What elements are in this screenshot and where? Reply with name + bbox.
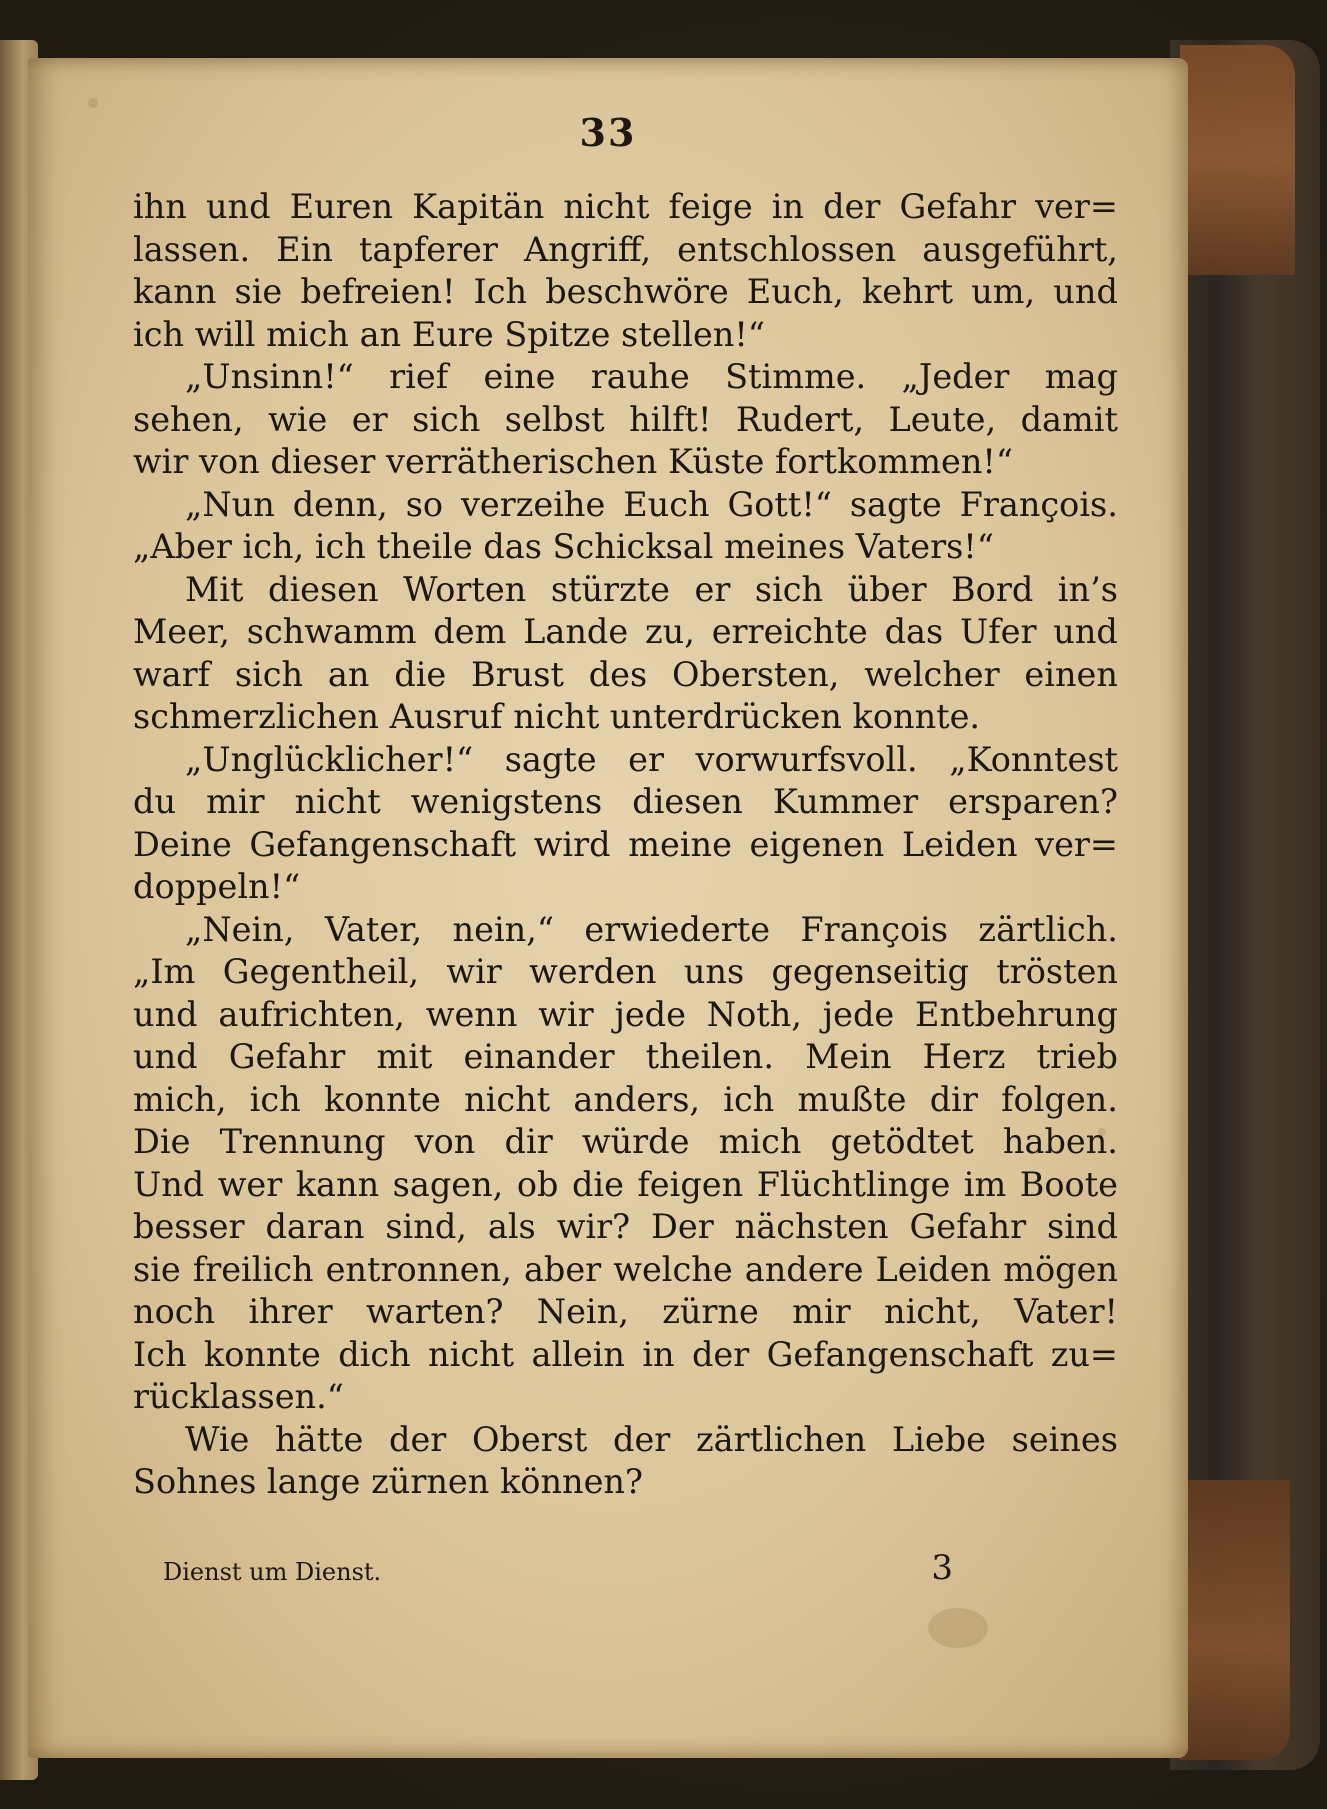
word: ihn [133,187,187,226]
text-line [133,356,1118,399]
word: einen [1024,654,1118,694]
word: von [414,1122,476,1161]
word: würde [581,1122,690,1161]
word: nicht [428,1334,515,1374]
word: im [963,1164,1007,1204]
word: „Nun [185,484,275,524]
word: nicht [464,1079,551,1119]
word: entronnen, [325,1249,512,1289]
word: und [133,994,198,1034]
word: und [1053,272,1118,311]
word: welche [613,1249,733,1289]
word: Leiden [901,824,1018,864]
word: Bord [951,569,1034,609]
word: ersparen? [948,782,1118,821]
word: dem [433,612,507,651]
word: Und [133,1164,205,1204]
word: wer [217,1164,283,1204]
word: dir [929,1079,978,1119]
word: nächsten [734,1207,889,1246]
word: Noth, [706,994,802,1034]
word: „Unsinn!“ [185,357,354,396]
word: Mit [185,569,244,609]
word: Trennung [219,1122,386,1161]
word: zürne [662,1292,759,1331]
line-text: doppeln!“ [133,867,301,906]
line-text: rücklassen.“ [133,1377,344,1416]
word: welcher [864,654,1000,694]
word: Angriff, [523,229,652,269]
word: „Konntest [949,739,1118,779]
word: Vater! [1014,1292,1118,1331]
word: besser [133,1207,245,1246]
word: und [1053,612,1118,651]
text-line [133,1291,1118,1334]
word: Boote [1019,1164,1118,1204]
text-line [133,1036,1118,1079]
word: zärtlichen [695,1419,867,1459]
line-text: Sohnes lange zürnen können? [133,1462,643,1501]
paper-stain [88,98,98,108]
word: ich [723,1079,775,1119]
word: Lande [523,612,629,651]
word: nicht [294,782,381,821]
word: kehrt [861,272,954,311]
word: an [327,654,370,694]
word: Meer, [133,612,230,651]
text-line [133,696,1118,739]
word: er [351,399,388,439]
word: mögen [1003,1249,1118,1289]
word: tapferer [358,229,498,269]
word: hätte [275,1419,364,1459]
text-line [133,1334,1118,1377]
line-text: „Aber ich, ich theile das Schicksal meines Vaters!“ [133,527,994,566]
page-number: 33 [579,110,637,155]
word: die [571,1164,624,1204]
text-line [133,994,1118,1037]
word: kann [133,272,217,311]
line-text: schmerzlichen Ausruf nicht unterdrücken konnte. [133,697,981,736]
text-line [133,1121,1118,1164]
word: sich [412,399,481,439]
word: Kapitän [412,187,545,226]
word: allein [531,1334,625,1374]
word: feige [668,187,753,226]
word: „Im [133,952,196,991]
word: in’s [1057,569,1118,609]
word: sehen, [133,399,244,439]
text-line [133,1079,1118,1122]
paper-stain [928,1608,988,1648]
word: das [884,612,944,651]
word: sagen, [392,1164,504,1204]
word: Ich [133,1334,187,1374]
text-line [133,229,1118,272]
word: Gegentheil, [222,952,420,991]
word: wir [446,952,502,991]
text-line [133,1249,1118,1292]
word: Obersten, [671,654,840,694]
word: François. [959,484,1118,524]
word: rauhe [590,357,690,396]
word: sie [133,1249,181,1289]
word: ausgeführt, [922,229,1118,269]
word: Die [133,1122,191,1161]
word: Wie [185,1419,250,1459]
word: ob [516,1164,559,1204]
word: er [694,569,731,609]
text-line [133,1376,1118,1419]
word: über [847,569,927,609]
word: du [133,782,177,821]
word: in [642,1334,675,1374]
word: einander [463,1037,615,1076]
word: erreichte [711,612,868,651]
word: der [691,1334,750,1374]
word: sich [754,569,824,609]
word: Brust [471,654,564,694]
word: andere [744,1249,864,1289]
word: haben. [1002,1122,1118,1161]
text-line [133,399,1118,442]
text-line [133,1461,1118,1504]
word: Ich [473,272,528,311]
word: feigen [637,1164,744,1204]
word: Flüchtlinge [756,1164,951,1204]
text-line [133,1419,1118,1462]
word: sagte [849,484,942,524]
word: getödtet [830,1122,974,1161]
word: wir [538,994,594,1034]
word: entschlossen [677,229,897,269]
word: Leute, [888,399,997,439]
word: François [800,909,949,949]
word: in [771,187,805,226]
text-line [133,186,1118,229]
word: dich [338,1334,411,1374]
text-line [133,824,1118,867]
leather-corner-bottom [1180,1480,1290,1760]
word: Worten [403,569,527,609]
word: mich [718,1122,802,1161]
word: beschwöre [545,272,729,311]
word: Vater, [324,909,423,949]
word: werden [529,952,657,991]
sheet-number: 3 [931,1548,953,1588]
word: Ein [276,229,333,269]
word: mir [792,1292,851,1331]
word: ver= [1035,187,1118,226]
text-line [133,441,1118,484]
text-line [133,866,1118,909]
word: Ufer [959,612,1037,651]
text-line [133,526,1118,569]
word: ich [249,1079,301,1119]
word: nicht [563,187,650,226]
word: wird [533,824,611,864]
word: Stimme. [725,357,867,396]
text-line [133,314,1118,357]
word: und [133,1037,198,1076]
word: ihrer [248,1292,333,1331]
word: die [394,654,447,694]
word: befreien! [300,272,456,311]
word: seines [1011,1419,1118,1459]
word: konnte [203,1334,321,1374]
word: freilich [192,1249,314,1289]
word: folgen. [1001,1079,1118,1119]
word: und [205,187,271,226]
text-line [133,271,1118,314]
word: Liebe [891,1419,986,1459]
word: der [823,187,881,226]
body-text [133,186,1118,1504]
word: als [487,1207,536,1246]
word: Euren [289,187,394,226]
word: hilft! [629,399,712,439]
text-line [133,611,1118,654]
word: Kummer [772,782,919,821]
word: daran [265,1207,365,1246]
text-line [133,1206,1118,1249]
word: mußte [797,1079,907,1119]
word: Deine [133,824,232,864]
word: der [389,1419,447,1459]
word: eine [483,357,556,396]
word: der [613,1419,671,1459]
word: Euch [623,484,710,524]
page-footer [163,1548,963,1598]
word: erwiederte [584,909,771,949]
word: Nein, [536,1292,629,1331]
footer-signature: Dienst um Dienst. [163,1558,382,1586]
word: uns [683,952,745,991]
word: Gefahr [909,1207,1027,1246]
word: zärtlich. [978,909,1118,949]
word: vorwurfsvoll. [695,739,918,779]
word: Leiden [875,1249,992,1289]
word: Gefangenschaft [249,824,517,864]
word: meine [628,824,732,864]
word: diesen [268,569,379,609]
word: sind, [385,1207,467,1246]
word: nicht, [884,1292,981,1331]
word: selbst [504,399,605,439]
word: schwamm [246,612,417,651]
word: Gefangenschaft [766,1334,1034,1374]
word: aber [523,1249,602,1289]
word: „Jeder [901,357,1010,396]
word: denn, [292,484,388,524]
text-line [133,484,1118,527]
word: mich, [133,1079,227,1119]
word: Rudert, [735,399,865,439]
word: Gefahr [228,1037,346,1076]
word: wenn [425,994,518,1034]
word: gegenseitig [771,952,969,991]
book-page [28,58,1188,1758]
word: so [405,484,444,524]
line-text: ich will mich an Eure Spitze stellen!“ [133,314,765,354]
word: Entbehrung [915,994,1118,1034]
word: zu= [1050,1334,1118,1374]
word: Gefahr [899,187,1017,226]
word: nein,“ [452,909,555,949]
word: wie [268,399,328,439]
word: Mein [805,1037,892,1076]
text-line [133,569,1118,612]
word: aufrichten, [218,994,405,1034]
word: stürzte [550,569,671,609]
word: dir [504,1122,553,1161]
word: sagte [504,739,597,779]
word: theilen. [645,1037,774,1076]
text-line [133,654,1118,697]
word: Oberst [471,1419,588,1459]
word: sich [234,654,304,694]
word: mir [206,782,265,821]
text-line [133,1164,1118,1207]
word: jede [822,994,895,1034]
word: anders, [573,1079,701,1119]
word: des [588,654,648,694]
word: wir? [556,1207,631,1246]
word: „Unglücklicher!“ [185,739,474,779]
word: konnte [323,1079,441,1119]
word: „Nein, [185,909,295,949]
text-line [133,781,1118,824]
word: verzeihe [460,484,606,524]
leather-corner-top [1180,45,1295,275]
word: mag [1044,357,1118,396]
word: damit [1020,399,1118,439]
word: sie [234,272,283,311]
word: sind [1047,1207,1118,1246]
word: Der [651,1207,714,1246]
word: kann [295,1164,380,1204]
word: mit [376,1037,433,1076]
word: Gott!“ [727,484,832,524]
line-text: wir von dieser verrätherischen Küste fortkommen!“ [133,442,1013,481]
text-line [133,951,1118,994]
word: diesen [632,782,743,821]
word: er [628,739,664,779]
word: um, [971,272,1036,311]
word: trösten [996,952,1118,991]
word: eigenen [749,824,885,864]
word: jede [614,994,686,1034]
word: wenigstens [410,782,603,821]
word: trieb [1036,1037,1118,1076]
word: Euch, [746,272,844,311]
word: warf [133,654,211,694]
word: Herz [922,1037,1006,1076]
word: warten? [365,1292,504,1331]
word: zu, [645,612,695,651]
word: lassen. [133,229,251,269]
text-line [133,739,1118,782]
word: rief [389,357,449,396]
word: noch [133,1292,216,1331]
word: ver= [1035,824,1118,864]
text-line [133,909,1118,952]
